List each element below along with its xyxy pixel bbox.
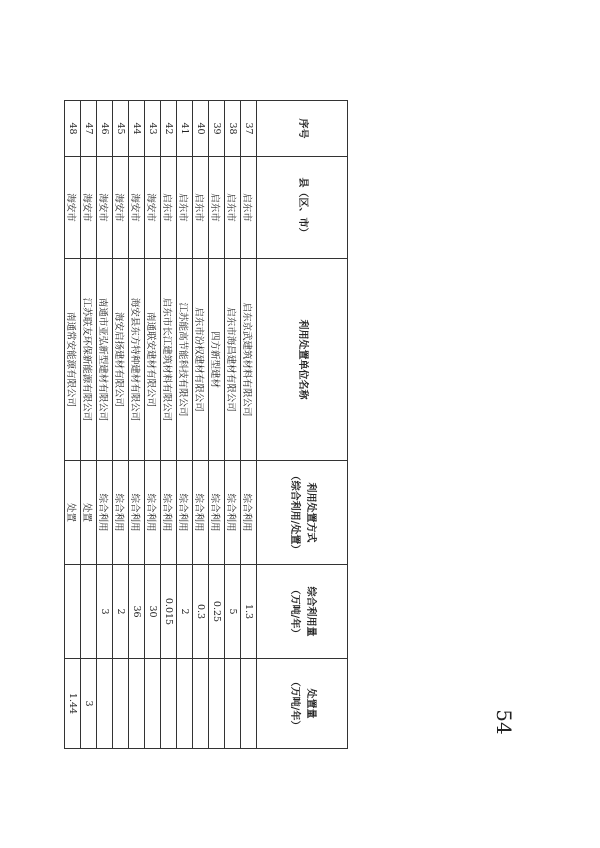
cell-disposal	[209, 659, 225, 749]
header-seq: 序号	[257, 101, 348, 157]
cell-method: 综合利用	[177, 461, 193, 565]
cell-utilization: 30	[145, 565, 161, 659]
cell-method: 处置	[81, 461, 97, 565]
cell-county: 海安市	[113, 157, 129, 259]
table-row	[225, 101, 241, 749]
cell-unit: 海安启扬建材有限公司	[113, 259, 129, 461]
cell-disposal: 1.44	[65, 659, 81, 749]
cell-unit: 南通常安能源有限公司	[65, 259, 81, 461]
cell-county: 启东市	[177, 157, 193, 259]
table-row	[161, 101, 177, 749]
cell-disposal	[97, 659, 113, 749]
cell-unit: 江苏能高节能科技有限公司	[177, 259, 193, 461]
table-row	[81, 101, 97, 749]
header-method-line1: 利用处置方式	[305, 482, 316, 543]
cell-method: 综合利用	[225, 461, 241, 565]
page-number-footer	[454, 702, 554, 742]
cell-unit: 四方新型建材	[209, 259, 225, 461]
cell-seq: 39	[209, 101, 225, 157]
cell-unit: 启东京武建筑材料有限公司	[241, 259, 257, 461]
header-method-line2: （综合利用/处置）	[289, 470, 300, 555]
cell-method: 综合利用	[193, 461, 209, 565]
disposal-units-table	[64, 100, 348, 749]
page-number: 54	[492, 709, 516, 735]
cell-seq: 42	[161, 101, 177, 157]
cell-utilization: 2	[177, 565, 193, 659]
cell-utilization: 0.25	[209, 565, 225, 659]
cell-county: 启东市	[161, 157, 177, 259]
cell-disposal	[193, 659, 209, 749]
cell-disposal	[177, 659, 193, 749]
cell-unit: 启东市汾权建材有限公司	[193, 259, 209, 461]
cell-county: 海安市	[81, 157, 97, 259]
table-row	[65, 101, 81, 749]
cell-utilization: 3	[97, 565, 113, 659]
cell-unit: 江苏联友环保新能源有限公司	[81, 259, 97, 461]
header-method	[257, 461, 348, 565]
table-header-row	[257, 101, 348, 749]
cell-seq: 47	[81, 101, 97, 157]
cell-unit: 南通联安建材有限公司	[145, 259, 161, 461]
cell-utilization: 0.015	[161, 565, 177, 659]
cell-utilization: 0.3	[193, 565, 209, 659]
cell-county: 启东市	[225, 157, 241, 259]
table-row	[113, 101, 129, 749]
cell-utilization	[81, 565, 97, 659]
table-row	[97, 101, 113, 749]
cell-disposal	[241, 659, 257, 749]
cell-method: 综合利用	[97, 461, 113, 565]
cell-utilization: 1.3	[241, 565, 257, 659]
cell-disposal	[129, 659, 145, 749]
header-disposal-line2: （万吨/年）	[289, 676, 300, 731]
cell-seq: 46	[97, 101, 113, 157]
header-utilization-line1: 综合利用量	[305, 586, 316, 637]
cell-disposal	[113, 659, 129, 749]
cell-seq: 37	[241, 101, 257, 157]
header-county: 县（区、市）	[257, 157, 348, 259]
cell-method: 综合利用	[113, 461, 129, 565]
cell-utilization	[65, 565, 81, 659]
cell-unit: 南通市亚弘新型建材有限公司	[97, 259, 113, 461]
cell-utilization: 36	[129, 565, 145, 659]
table-row	[209, 101, 225, 749]
cell-method: 综合利用	[145, 461, 161, 565]
cell-unit: 海安县东方特种建材有限公司	[129, 259, 145, 461]
cell-county: 启东市	[193, 157, 209, 259]
header-utilization-line2: （万吨/年）	[289, 584, 300, 639]
cell-method: 综合利用	[241, 461, 257, 565]
cell-method: 综合利用	[161, 461, 177, 565]
cell-county: 海安市	[65, 157, 81, 259]
cell-utilization: 2	[113, 565, 129, 659]
header-unit-name: 利用处置单位名称	[257, 259, 348, 461]
table-row	[177, 101, 193, 749]
cell-disposal	[145, 659, 161, 749]
cell-method: 处置	[65, 461, 81, 565]
cell-method: 综合利用	[129, 461, 145, 565]
cell-disposal: 3	[81, 659, 97, 749]
table-body	[65, 101, 257, 749]
cell-seq: 48	[65, 101, 81, 157]
table-row	[145, 101, 161, 749]
cell-utilization: 5	[225, 565, 241, 659]
table-row	[129, 101, 145, 749]
header-disposal	[257, 659, 348, 749]
cell-county: 启东市	[241, 157, 257, 259]
rotated-table-container	[65, 100, 348, 748]
header-disposal-line1: 处置量	[305, 688, 316, 719]
cell-disposal	[225, 659, 241, 749]
cell-seq: 40	[193, 101, 209, 157]
cell-method: 综合利用	[209, 461, 225, 565]
cell-county: 启东市	[209, 157, 225, 259]
cell-county: 海安市	[129, 157, 145, 259]
cell-seq: 45	[113, 101, 129, 157]
header-utilization	[257, 565, 348, 659]
cell-unit: 启东市长江建筑材料有限公司	[161, 259, 177, 461]
cell-seq: 38	[225, 101, 241, 157]
cell-seq: 43	[145, 101, 161, 157]
cell-disposal	[161, 659, 177, 749]
cell-seq: 41	[177, 101, 193, 157]
cell-county: 海安市	[97, 157, 113, 259]
cell-unit: 启东市海昌建材有限公司	[225, 259, 241, 461]
table-row	[241, 101, 257, 749]
table-row	[193, 101, 209, 749]
cell-seq: 44	[129, 101, 145, 157]
cell-county: 海安市	[145, 157, 161, 259]
